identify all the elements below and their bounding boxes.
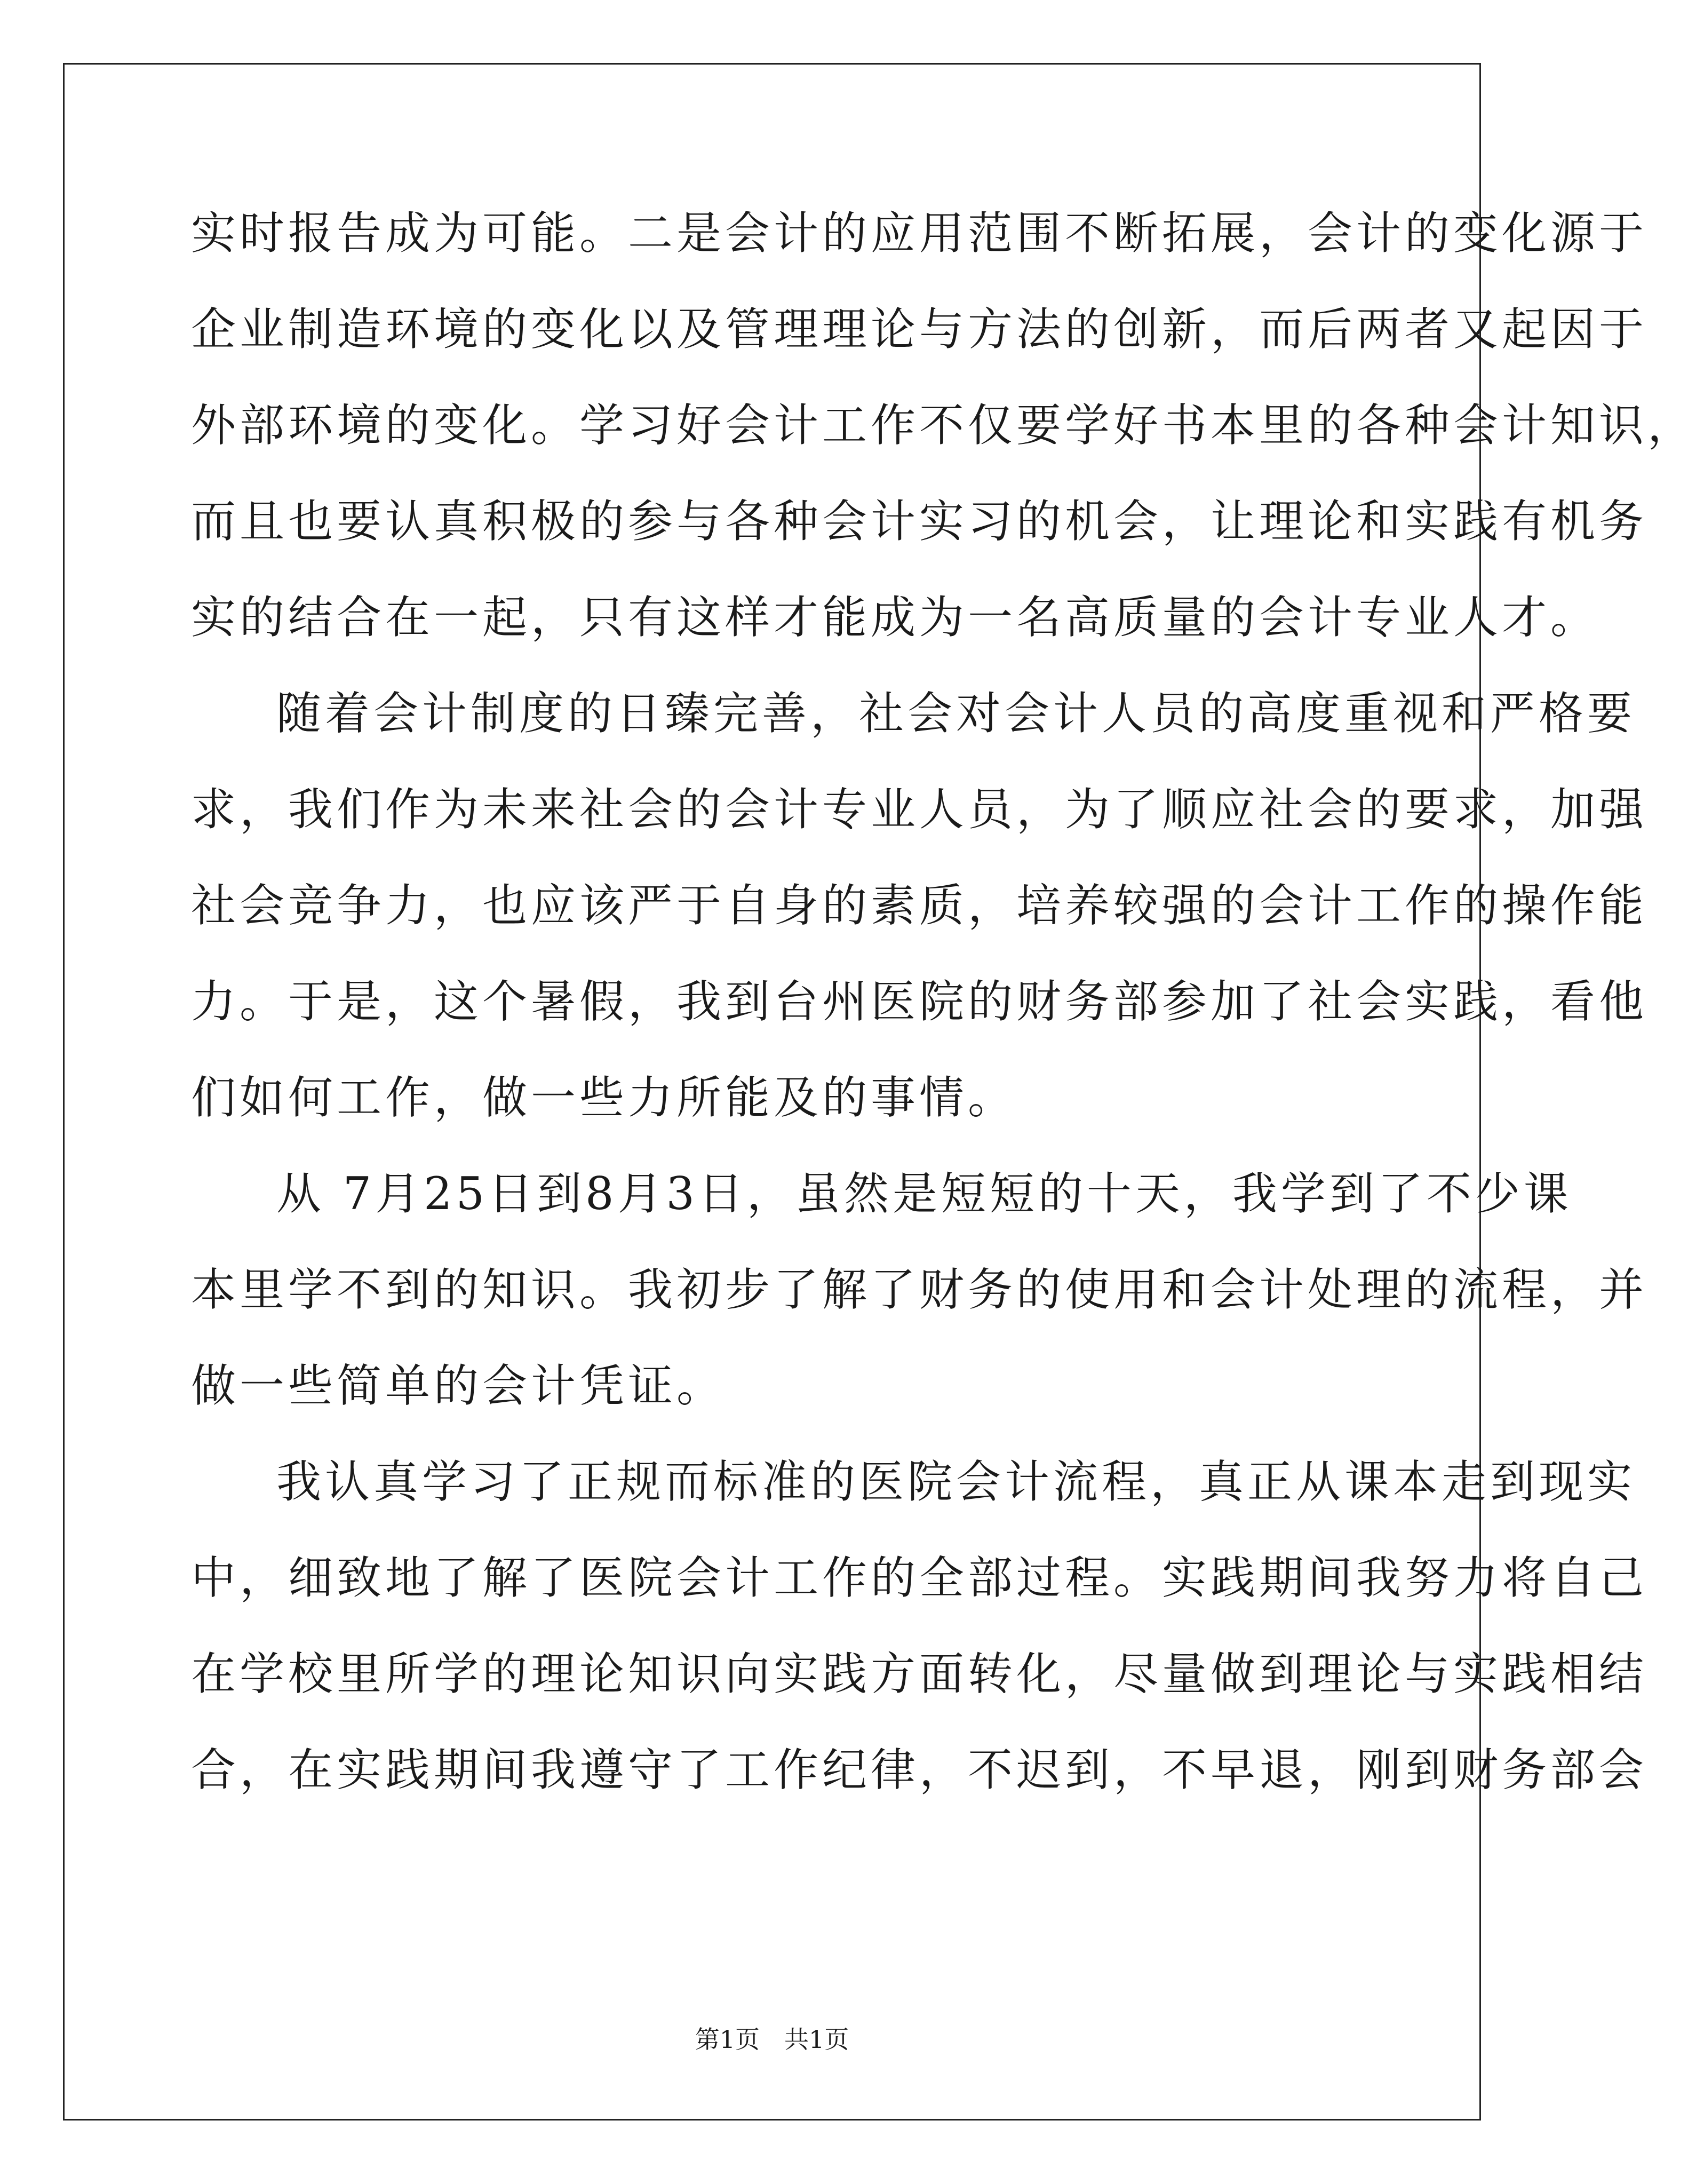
text-line-14: 我认真学习了正规而标准的医院会计流程，真正从课本走到现实: [276, 1456, 1636, 1508]
text-line-10: 们如何工作，做一些力所能及的事情。: [191, 1071, 1017, 1124]
text-line-12: 本里学不到的知识。我初步了解了财务的使用和会计处理的流程，并: [191, 1264, 1648, 1316]
text-line-6: 随着会计制度的日臻完善，社会对会计人员的高度重视和严格要: [276, 687, 1636, 740]
text-line-7: 求，我们作为未来社会的会计专业人员，为了顺应社会的要求，加强: [191, 783, 1648, 836]
text-line-4: 而且也要认真积极的参与各种会计实习的机会，让理论和实践有机务: [191, 495, 1648, 547]
text-line-17: 合，在实践期间我遵守了工作纪律，不迟到，不早退，刚到财务部会: [191, 1744, 1648, 1796]
page-total: 共1页: [784, 2025, 849, 2054]
text-line-11: 从 7月25日到8月3日，虽然是短短的十天，我学到了不少课: [276, 1168, 1572, 1220]
text-line-5: 实的结合在一起，只有这样才能成为一名高质量的会计专业人才。: [191, 591, 1599, 644]
text-line-13: 做一些简单的会计凭证。: [191, 1360, 726, 1412]
document-body: [191, 198, 1696, 1831]
page-number: 第1页: [695, 2025, 760, 2054]
text-line-16: 在学校里所学的理论知识向实践方面转化，尽量做到理论与实践相结: [191, 1648, 1648, 1700]
page-footer: [0, 2020, 1544, 2055]
text-line-2: 企业制造环境的变化以及管理理论与方法的创新，而后两者又起因于: [191, 303, 1648, 355]
text-line-1: 实时报告成为可能。二是会计的应用范围不断拓展，会计的变化源于: [191, 207, 1648, 259]
text-line-3: 外部环境的变化。学习好会计工作不仅要学好书本里的各种会计知识，: [191, 399, 1696, 451]
text-line-15: 中，细致地了解了医院会计工作的全部过程。实践期间我努力将自己: [191, 1552, 1648, 1604]
text-line-8: 社会竞争力，也应该严于自身的素质，培养较强的会计工作的操作能: [191, 879, 1648, 932]
text-line-9: 力。于是，这个暑假，我到台州医院的财务部参加了社会实践，看他: [191, 975, 1648, 1028]
